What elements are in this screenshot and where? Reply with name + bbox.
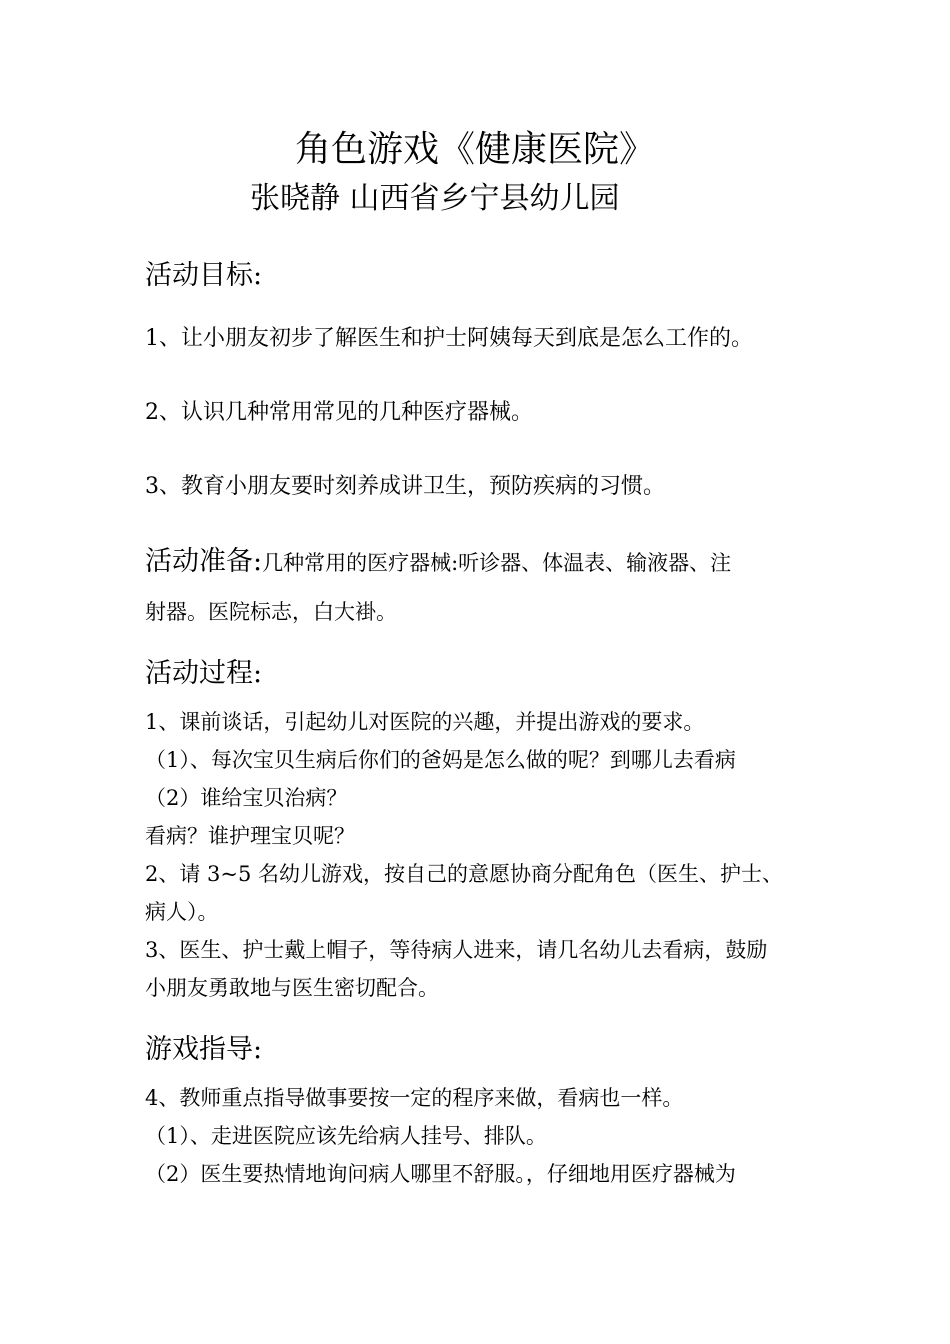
document-author: 张晓静 山西省乡宁县幼儿园 bbox=[250, 181, 620, 216]
preparation-text-1: 几种常用的医疗器械:听诊器、体温表、输液器、注 bbox=[262, 551, 732, 575]
process-line-3: （2）谁给宝贝治病？ bbox=[145, 786, 348, 810]
goals-heading: 活动目标: bbox=[145, 260, 263, 291]
process-line-5: 2、请 3~5 名幼儿游戏，按自己的意愿协商分配角色（医生、护士、 bbox=[145, 862, 784, 886]
goal-item-3: 3、教育小朋友要时刻养成讲卫生，预防疾病的习惯。 bbox=[145, 474, 665, 499]
process-line-2: （1）、每次宝贝生病后你们的爸妈是怎么做的呢？到哪儿去看病 bbox=[145, 748, 736, 772]
guidance-line-2: （1）、走进医院应该先给病人挂号、排队。 bbox=[145, 1124, 547, 1148]
guidance-line-3: （2）医生要热情地询问病人哪里不舒服。，仔细地用医疗器械为 bbox=[145, 1162, 736, 1186]
guidance-line-1: 4、教师重点指导做事要按一定的程序来做，看病也一样。 bbox=[145, 1086, 684, 1110]
process-line-4: 看病？谁护理宝贝呢？ bbox=[145, 824, 355, 848]
process-heading: 活动过程: bbox=[145, 658, 263, 689]
guidance-heading: 游戏指导: bbox=[145, 1034, 263, 1065]
process-line-6: 病人）。 bbox=[145, 900, 219, 924]
process-line-1: 1、课前谈话，引起幼儿对医院的兴趣，并提出游戏的要求。 bbox=[145, 710, 705, 734]
goal-item-2: 2、认识几种常用常见的几种医疗器械。 bbox=[145, 400, 533, 425]
preparation-label: 活动准备: bbox=[145, 546, 263, 577]
goal-item-1: 1、让小朋友初步了解医生和护士阿姨每天到底是怎么工作的。 bbox=[145, 326, 753, 351]
document-title: 角色游戏《健康医院》 bbox=[294, 129, 655, 170]
preparation-line-2: 射器。医院标志，白大褂。 bbox=[145, 600, 397, 624]
preparation-line-1 bbox=[145, 548, 860, 575]
process-line-7: 3、医生、护士戴上帽子，等待病人进来，请几名幼儿去看病，鼓励 bbox=[145, 938, 768, 962]
process-line-8: 小朋友勇敢地与医生密切配合。 bbox=[145, 976, 439, 1000]
